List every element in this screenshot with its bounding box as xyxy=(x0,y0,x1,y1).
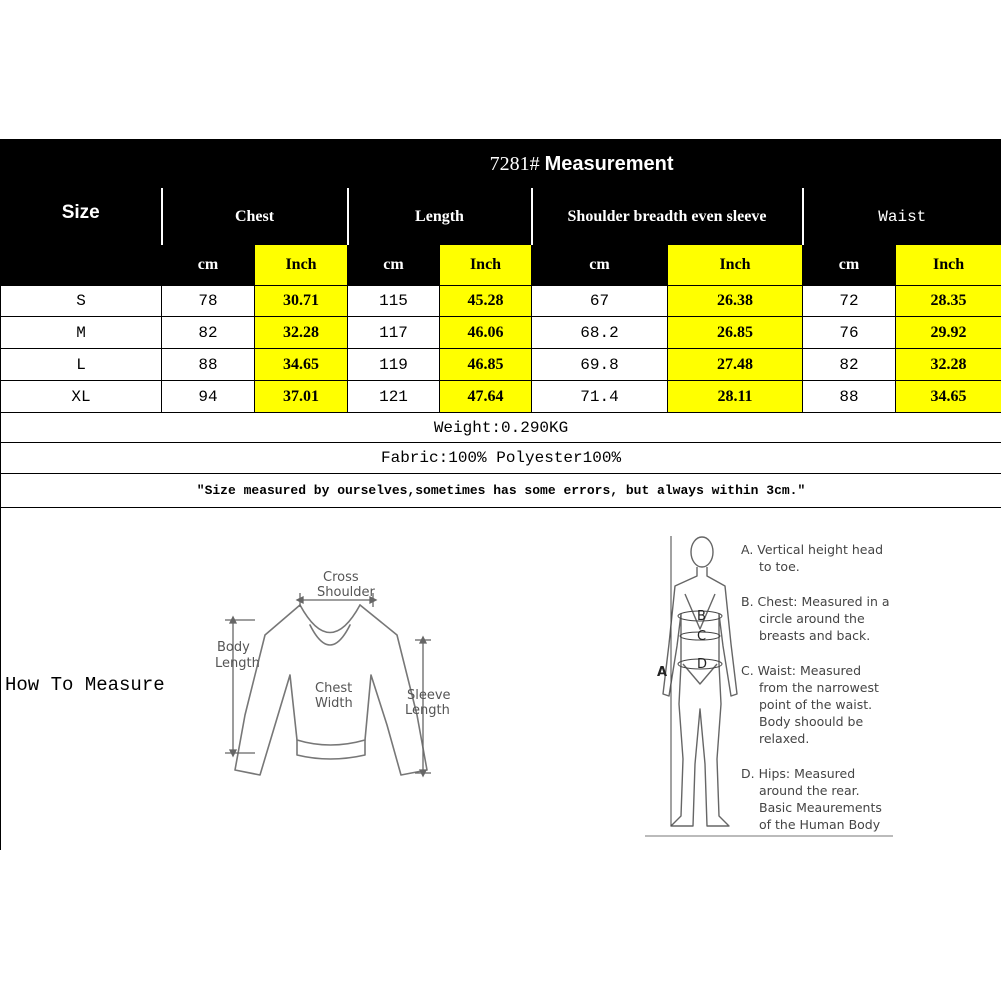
value-cell: 68.2 xyxy=(532,317,668,349)
value-cell: 28.11 xyxy=(668,381,803,413)
note-b-1: B. Chest: Measured in a xyxy=(741,594,890,609)
value-cell: 69.8 xyxy=(532,349,668,381)
note-a-2: to toe. xyxy=(759,559,800,574)
value-cell: 29.92 xyxy=(896,317,1001,349)
value-cell: 26.38 xyxy=(668,286,803,317)
note-a-1: A. Vertical height head xyxy=(741,542,884,557)
table-row xyxy=(1,286,1001,317)
value-cell: 45.28 xyxy=(440,286,532,317)
value-cell: 46.85 xyxy=(440,349,532,381)
group-chest: Chest xyxy=(162,189,348,245)
note-d-2: around the rear. xyxy=(759,783,860,798)
size-header: Size xyxy=(1,140,162,286)
letter-d: D xyxy=(697,657,708,672)
value-cell: 88 xyxy=(803,381,896,413)
size-cell: M xyxy=(1,317,162,349)
value-cell: 34.65 xyxy=(255,349,348,381)
group-shoulder: Shoulder breadth even sleeve xyxy=(532,189,803,245)
unit-cm: cm xyxy=(348,245,440,286)
note-d-1: D. Hips: Measured xyxy=(741,766,856,781)
note-c-2: from the narrowest xyxy=(759,680,879,695)
value-cell: 32.28 xyxy=(896,349,1001,381)
title-bold: Measurement xyxy=(544,152,674,175)
fabric-info: Fabric:100% Polyester100% xyxy=(1,443,1001,474)
value-cell: 121 xyxy=(348,381,440,413)
note-b-2: circle around the xyxy=(759,611,865,626)
value-cell: 67 xyxy=(532,286,668,317)
unit-inch: Inch xyxy=(440,245,532,286)
size-cell: L xyxy=(1,349,162,381)
unit-inch: Inch xyxy=(668,245,803,286)
group-length: Length xyxy=(348,189,532,245)
group-waist: Waist xyxy=(803,189,1001,245)
table-row xyxy=(1,317,1001,349)
value-cell: 72 xyxy=(803,286,896,317)
unit-inch: Inch xyxy=(255,245,348,286)
value-cell: 117 xyxy=(348,317,440,349)
body-length-label-1: Body xyxy=(217,640,250,655)
cross-shoulder-label-2: Shoulder xyxy=(317,585,375,600)
value-cell: 119 xyxy=(348,349,440,381)
cross-shoulder-label-1: Cross xyxy=(323,570,359,585)
value-cell: 26.85 xyxy=(668,317,803,349)
letter-a: A xyxy=(657,665,668,680)
how-to-measure-label: How To Measure xyxy=(5,674,165,696)
value-cell: 37.01 xyxy=(255,381,348,413)
letter-c: C xyxy=(697,629,707,644)
garment-diagram xyxy=(205,565,465,785)
sleeve-length-label-1: Sleeve xyxy=(407,688,451,703)
value-cell: 34.65 xyxy=(896,381,1001,413)
value-cell: 76 xyxy=(803,317,896,349)
value-cell: 71.4 xyxy=(532,381,668,413)
note-c-1: C. Waist: Measured xyxy=(741,663,862,678)
value-cell: 47.64 xyxy=(440,381,532,413)
note-d-4: of the Human Body xyxy=(759,817,881,832)
unit-cm: cm xyxy=(803,245,896,286)
chest-width-label-2: Width xyxy=(315,696,353,711)
value-cell: 30.71 xyxy=(255,286,348,317)
value-cell: 78 xyxy=(162,286,255,317)
body-length-label-2: Length xyxy=(215,656,260,671)
note-b-3: breasts and back. xyxy=(759,628,871,643)
table-row xyxy=(1,349,1001,381)
size-cell: XL xyxy=(1,381,162,413)
unit-cm: cm xyxy=(532,245,668,286)
letter-b: B xyxy=(697,609,706,624)
value-cell: 82 xyxy=(803,349,896,381)
value-cell: 82 xyxy=(162,317,255,349)
value-cell: 27.48 xyxy=(668,349,803,381)
note-c-4: Body shoould be xyxy=(759,714,864,729)
note-d-3: Basic Meaurements xyxy=(759,800,882,815)
value-cell: 115 xyxy=(348,286,440,317)
weight-info: Weight:0.290KG xyxy=(1,413,1001,443)
value-cell: 32.28 xyxy=(255,317,348,349)
sleeve-length-label-2: Length xyxy=(405,703,450,718)
value-cell: 28.35 xyxy=(896,286,1001,317)
size-cell: S xyxy=(1,286,162,317)
unit-cm: cm xyxy=(162,245,255,286)
value-cell: 88 xyxy=(162,349,255,381)
note-c-5: relaxed. xyxy=(759,731,810,746)
table-row xyxy=(1,381,1001,413)
value-cell: 46.06 xyxy=(440,317,532,349)
chest-width-label-1: Chest xyxy=(315,681,353,696)
title-prefix: 7281# xyxy=(489,152,540,175)
size-note: "Size measured by ourselves,sometimes has some errors, but always within 3cm." xyxy=(1,474,1001,508)
value-cell: 94 xyxy=(162,381,255,413)
unit-inch: Inch xyxy=(896,245,1001,286)
note-c-3: point of the waist. xyxy=(759,697,873,712)
table-title xyxy=(162,140,1001,189)
